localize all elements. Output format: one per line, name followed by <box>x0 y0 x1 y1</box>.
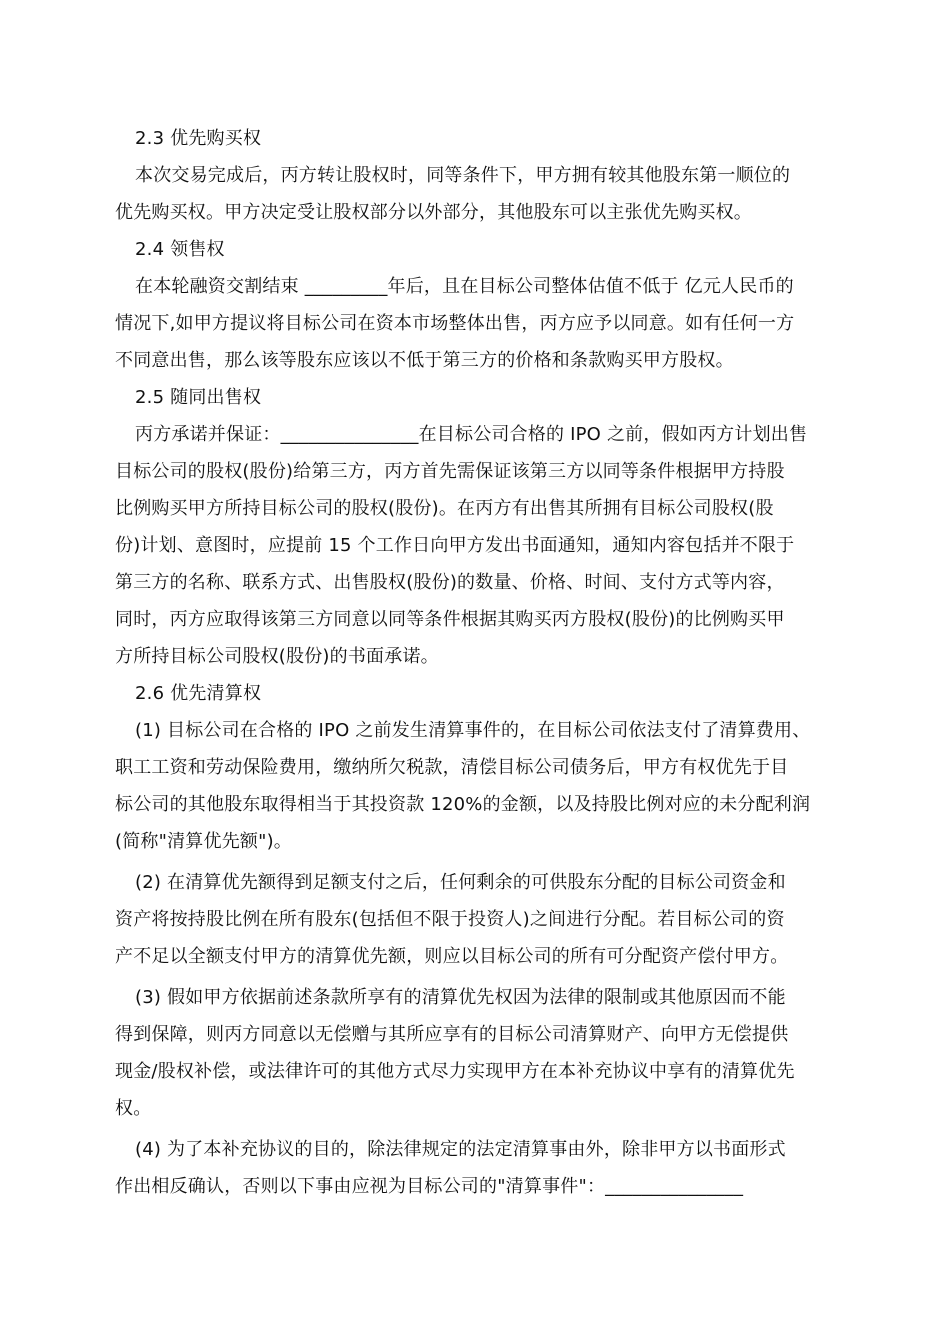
document-line: 产不足以全额支付甲方的清算优先额，则应以目标公司的所有可分配资产偿付甲方。 <box>115 946 789 967</box>
document-line: 现金/股权补偿，或法律许可的其他方式尽力实现甲方在本补充协议中享有的清算优先 <box>115 1061 795 1082</box>
document-line: 2.3 优先购买权 <box>135 128 262 149</box>
document-line: 2.5 随同出售权 <box>135 387 262 408</box>
document-line: 方所持目标公司股权(股份)的书面承诺。 <box>115 646 439 667</box>
document-line: 情况下,如甲方提议将目标公司在资本市场整体出售，丙方应予以同意。如有任何一方 <box>115 313 795 334</box>
document-line: (2) 在清算优先额得到足额支付之后，任何剩余的可供股东分配的目标公司资金和 <box>135 872 786 893</box>
document-line: (1) 目标公司在合格的 IPO 之前发生清算事件的，在目标公司依法支付了清算费用、 <box>135 720 811 741</box>
document-line: 目标公司的股权(股份)给第三方，丙方首先需保证该第三方以同等条件根据甲方持股 <box>115 461 785 482</box>
document-line: 不同意出售，那么该等股东应该以不低于第三方的价格和条款购买甲方股权。 <box>115 350 734 371</box>
document-line: 2.6 优先清算权 <box>135 683 262 704</box>
document-line: 得到保障，则丙方同意以无偿赠与其所应享有的目标公司清算财产、向甲方无偿提供 <box>115 1024 789 1045</box>
document-line: 标公司的其他股东取得相当于其投资款 120%的金额，以及持股比例对应的未分配利润 <box>115 794 811 815</box>
document-line: 2.4 领售权 <box>135 239 225 260</box>
document-line: 同时，丙方应取得该第三方同意以同等条件根据其购买丙方股权(股份)的比例购买甲 <box>115 609 785 630</box>
document-line: 第三方的名称、联系方式、出售股权(股份)的数量、价格、时间、支付方式等内容， <box>115 572 785 593</box>
document-line: 权。 <box>115 1098 152 1119</box>
document-line: 在本轮融资交割结束 _________年后，且在目标公司整体估值不低于 亿元人民币的 <box>135 276 794 297</box>
document-line: 优先购买权。甲方决定受让股权部分以外部分，其他股东可以主张优先购买权。 <box>115 202 752 223</box>
document-line: 丙方承诺并保证：_______________在目标公司合格的 IPO 之前，假如丙方计划出售 <box>135 424 808 445</box>
document-line: 职工工资和劳动保险费用，缴纳所欠税款，清偿目标公司债务后，甲方有权优先于目 <box>115 757 789 778</box>
document-line: (3) 假如甲方依据前述条款所享有的清算优先权因为法律的限制或其他原因而不能 <box>135 987 786 1008</box>
document-line: 作出相反确认，否则以下事由应视为目标公司的"清算事件"：_______________ <box>115 1176 744 1197</box>
document-line: 资产将按持股比例在所有股东(包括但不限于投资人)之间进行分配。若目标公司的资 <box>115 909 785 930</box>
document-line: (4) 为了本补充协议的目的，除法律规定的法定清算事由外，除非甲方以书面形式 <box>135 1139 786 1160</box>
document-line: 比例购买甲方所持目标公司的股权(股份)。在丙方有出售其所拥有目标公司股权(股 <box>115 498 774 519</box>
document-line: (简称"清算优先额")。 <box>115 831 293 852</box>
document-line: 份)计划、意图时，应提前 15 个工作日向甲方发出书面通知，通知内容包括并不限于 <box>115 535 795 556</box>
document-line: 本次交易完成后，丙方转让股权时，同等条件下，甲方拥有较其他股东第一顺位的 <box>135 165 791 186</box>
